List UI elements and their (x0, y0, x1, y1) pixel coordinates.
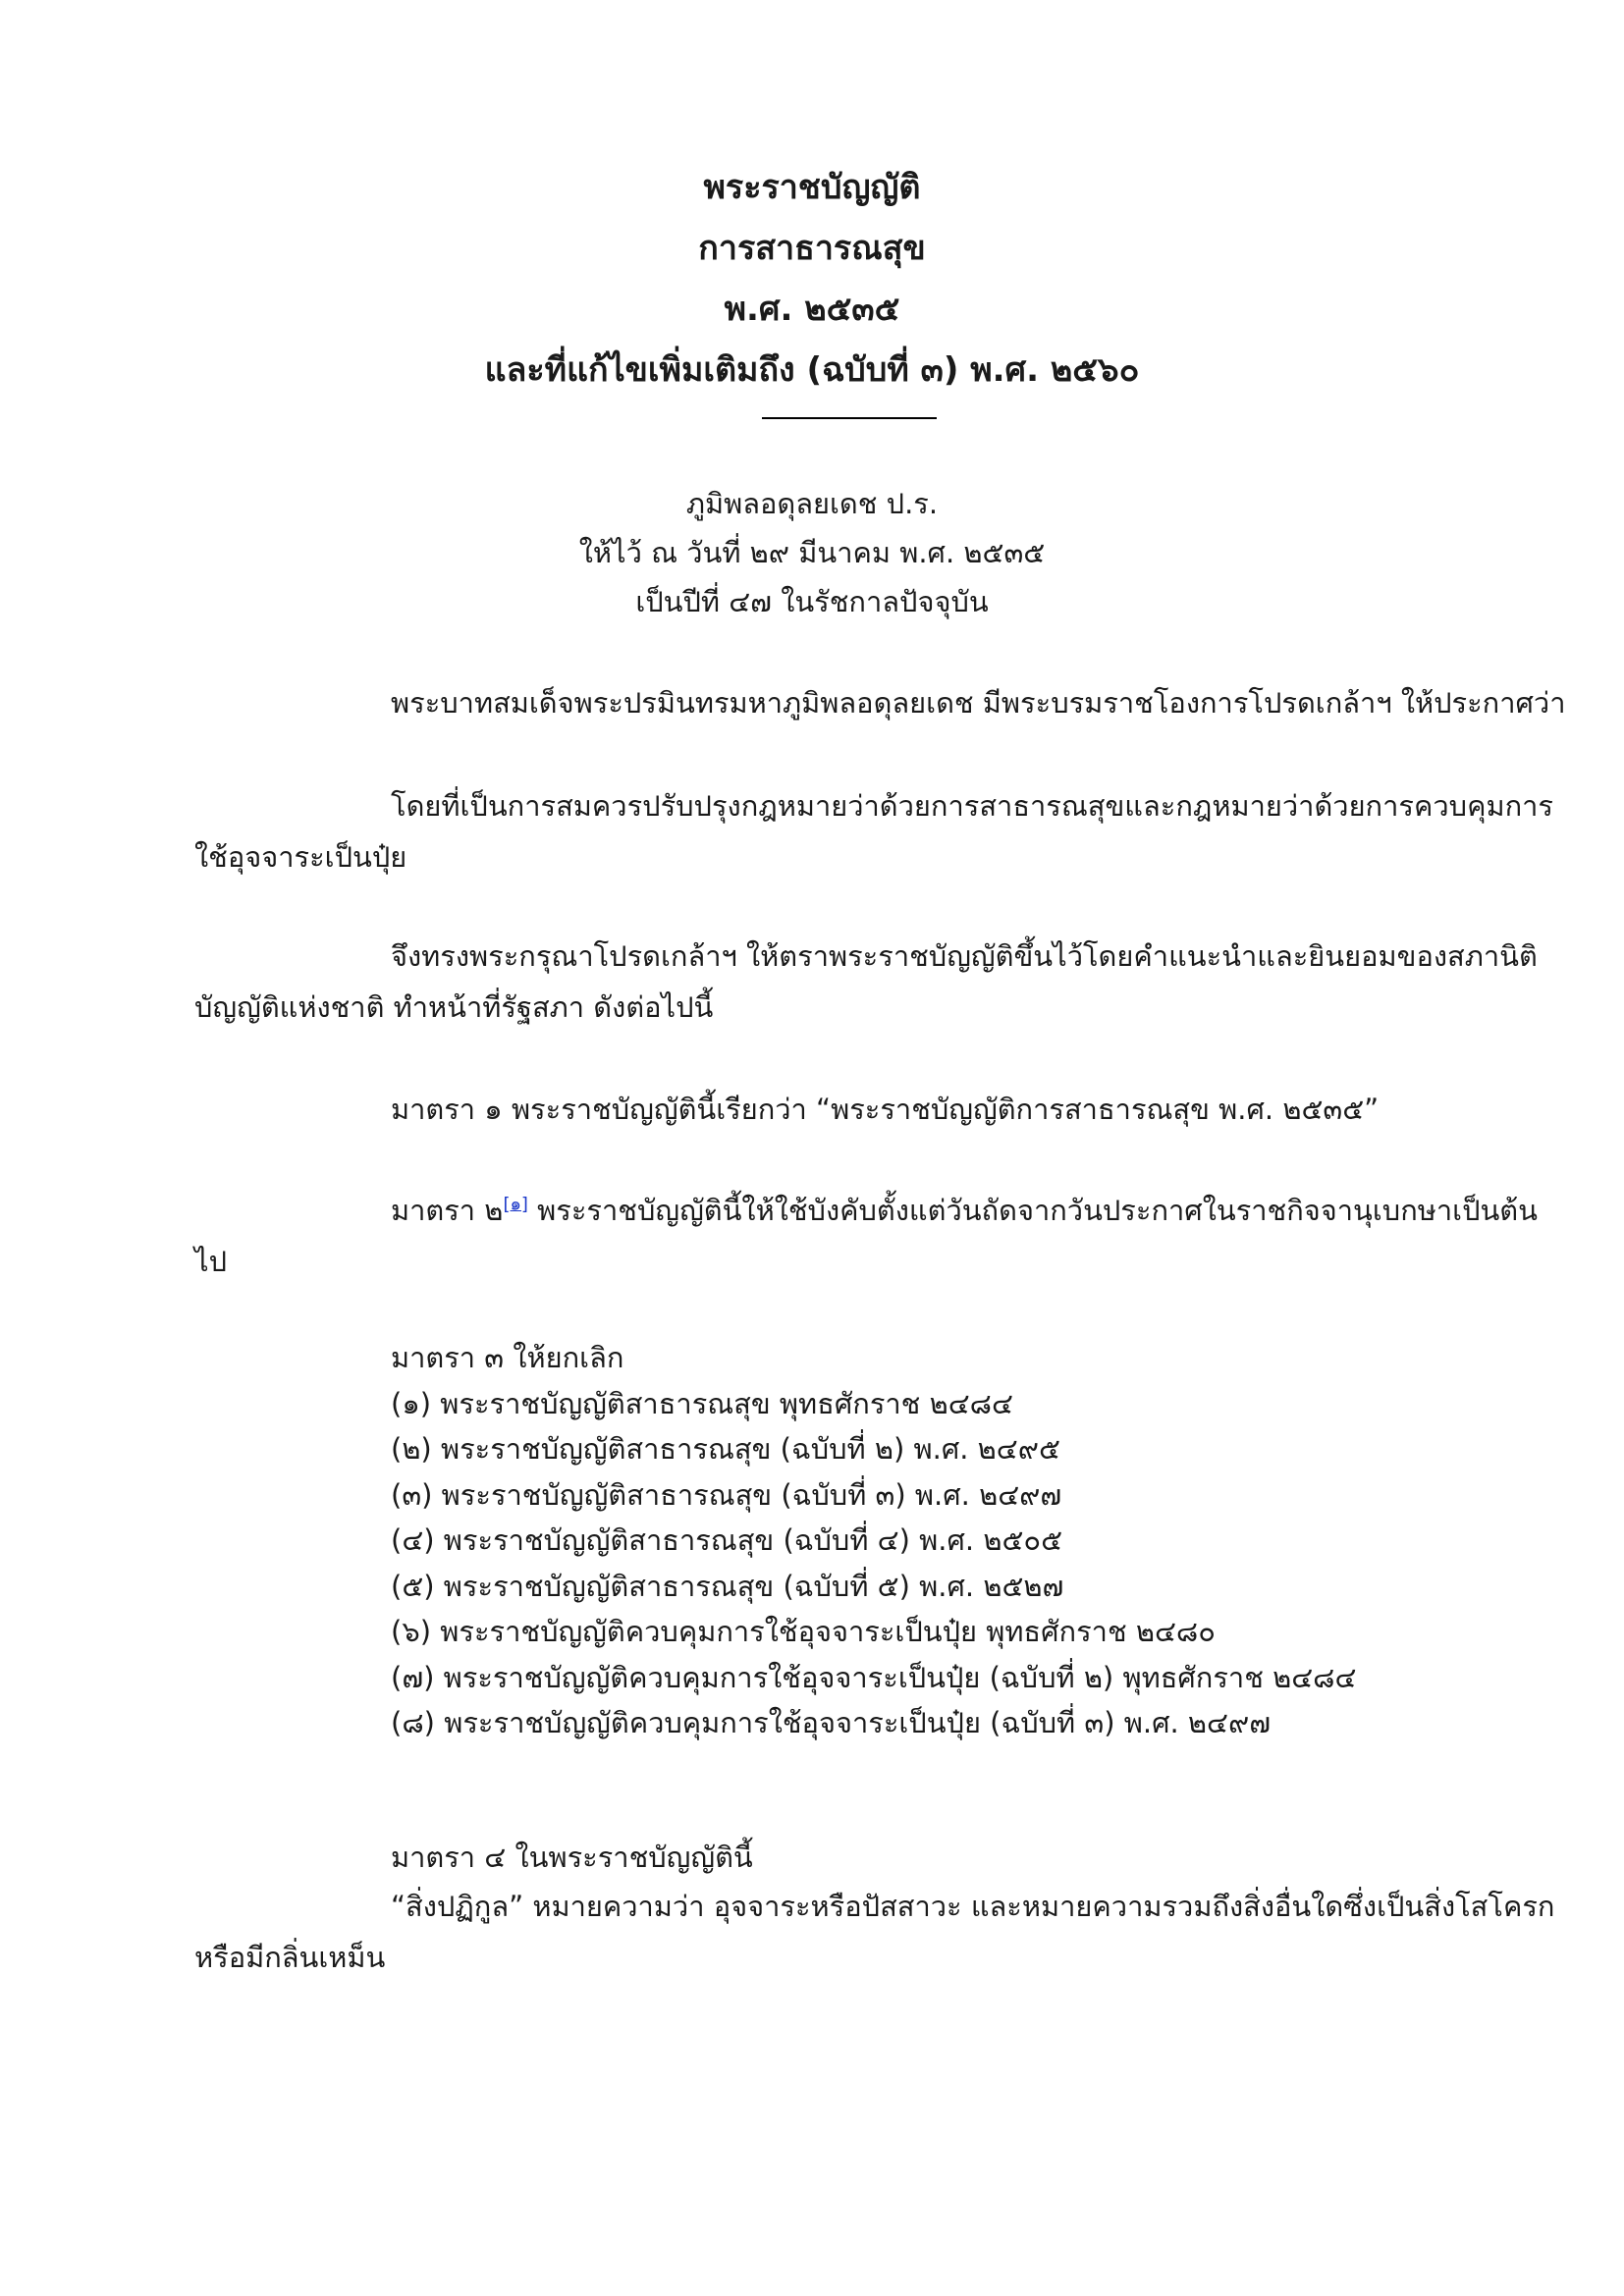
act-title: พระราชบัญญัติ (703, 168, 921, 207)
title-block (0, 157, 1624, 400)
section-3-heading: มาตรา ๓ ให้ยกเลิก (391, 1341, 624, 1374)
act-amendment: และที่แก้ไขเพิ่มเติมถึง (ฉบับที่ ๓) พ.ศ. ๒๕๖๐ (484, 350, 1140, 390)
act-subject: การสาธารณสุข (698, 229, 926, 268)
list-item: (๓) พระราชบัญญัติสาธารณสุข (ฉบับที่ ๓) พ.ศ. ๒๔๙๗ (391, 1477, 1062, 1512)
preamble-whereas (194, 780, 1554, 882)
definition-line-1: “สิ่งปฏิกูล” หมายความว่า อุจจาระหรือปัสสาวะ และหมายความรวมถึงสิ่งอื่นใดซึ่งเป็นสิ่งโสโครก (391, 1889, 1555, 1923)
section-2-line-1 (194, 1185, 1538, 1236)
section-4-heading: มาตรา ๔ ในพระราชบัญญัตินี้ (391, 1841, 753, 1874)
signature-block (0, 479, 1624, 626)
section-1 (194, 1084, 1490, 1135)
enactment-line-2: บัญญัติแห่งชาติ ทำหน้าที่รัฐสภา ดังต่อไปนี้ (194, 990, 714, 1024)
announcement-text: พระบาทสมเด็จพระปรมินทรมหาภูมิพลอดุลยเดช มีพระบรมราชโองการโปรดเกล้าฯ ให้ประกาศว่า (391, 686, 1566, 720)
section-4 (194, 1835, 1555, 1983)
preamble-enactment (194, 931, 1538, 1033)
given-date: ให้ไว้ ณ วันที่ ๒๙ มีนาคม พ.ศ. ๒๕๓๕ (578, 536, 1046, 569)
section-1-text: มาตรา ๑ พระราชบัญญัตินี้เรียกว่า “พระราชบัญญัติการสาธารณสุข พ.ศ. ๒๕๓๕” (391, 1093, 1380, 1126)
footnote-link[interactable]: [๑] (503, 1194, 528, 1215)
list-item: (๑) พระราชบัญญัติสาธารณสุข พุทธศักราช ๒๔๘๔ (391, 1386, 1013, 1420)
section-2 (194, 1185, 1538, 1287)
list-item: (๕) พระราชบัญญัติสาธารณสุข (ฉบับที่ ๕) พ.ศ. ๒๕๒๗ (391, 1569, 1064, 1603)
list-item: (๗) พระราชบัญญัติควบคุมการใช้อุจจาระเป็นปุ๋ย (ฉบับที่ ๒) พุทธศักราช ๒๔๘๔ (391, 1660, 1357, 1694)
section-2-number: มาตรา ๒ (391, 1194, 504, 1227)
definition-line-2: หรือมีกลิ่นเหม็น (194, 1940, 386, 1974)
enactment-line-1: จึงทรงพระกรุณาโปรดเกล้าฯ ให้ตราพระราชบัญญัติขึ้นไว้โดยคำแนะนำและยินยอมของสภานิติ (391, 939, 1538, 973)
list-item: (๔) พระราชบัญญัติสาธารณสุข (ฉบับที่ ๔) พ.ศ. ๒๕๐๕ (391, 1523, 1063, 1557)
list-item: (๘) พระราชบัญญัติควบคุมการใช้อุจจาระเป็นปุ๋ย (ฉบับที่ ๓) พ.ศ. ๒๔๙๗ (391, 1706, 1272, 1739)
section-2-text: พระราชบัญญัตินี้ให้ใช้บังคับตั้งแต่วันถัดจากวันประกาศในราชกิจจานุเบกษาเป็นต้น (527, 1194, 1538, 1227)
whereas-line-1: โดยที่เป็นการสมควรปรับปรุงกฎหมายว่าด้วยการสาธารณสุขและกฎหมายว่าด้วยการควบคุมการ (391, 789, 1554, 823)
repealed-acts-list (194, 1381, 1490, 1746)
act-year: พ.ศ. ๒๕๓๕ (724, 290, 900, 329)
royal-signature: ภูมิพลอดุลยเดช ป.ร. (685, 487, 939, 520)
reign-year: เป็นปีที่ ๔๗ ในรัชกาลปัจจุบัน (635, 585, 989, 618)
whereas-line-2: ใช้อุจจาระเป็นปุ๋ย (194, 840, 407, 874)
title-divider (762, 417, 937, 419)
section-2-line-2: ไป (194, 1245, 227, 1278)
list-item: (๖) พระราชบัญญัติควบคุมการใช้อุจจาระเป็นปุ๋ย พุทธศักราช ๒๔๘๐ (391, 1615, 1216, 1648)
section-3 (194, 1335, 1490, 1746)
preamble-announcement (194, 677, 1566, 728)
list-item: (๒) พระราชบัญญัติสาธารณสุข (ฉบับที่ ๒) พ.ศ. ๒๔๙๕ (391, 1432, 1060, 1466)
